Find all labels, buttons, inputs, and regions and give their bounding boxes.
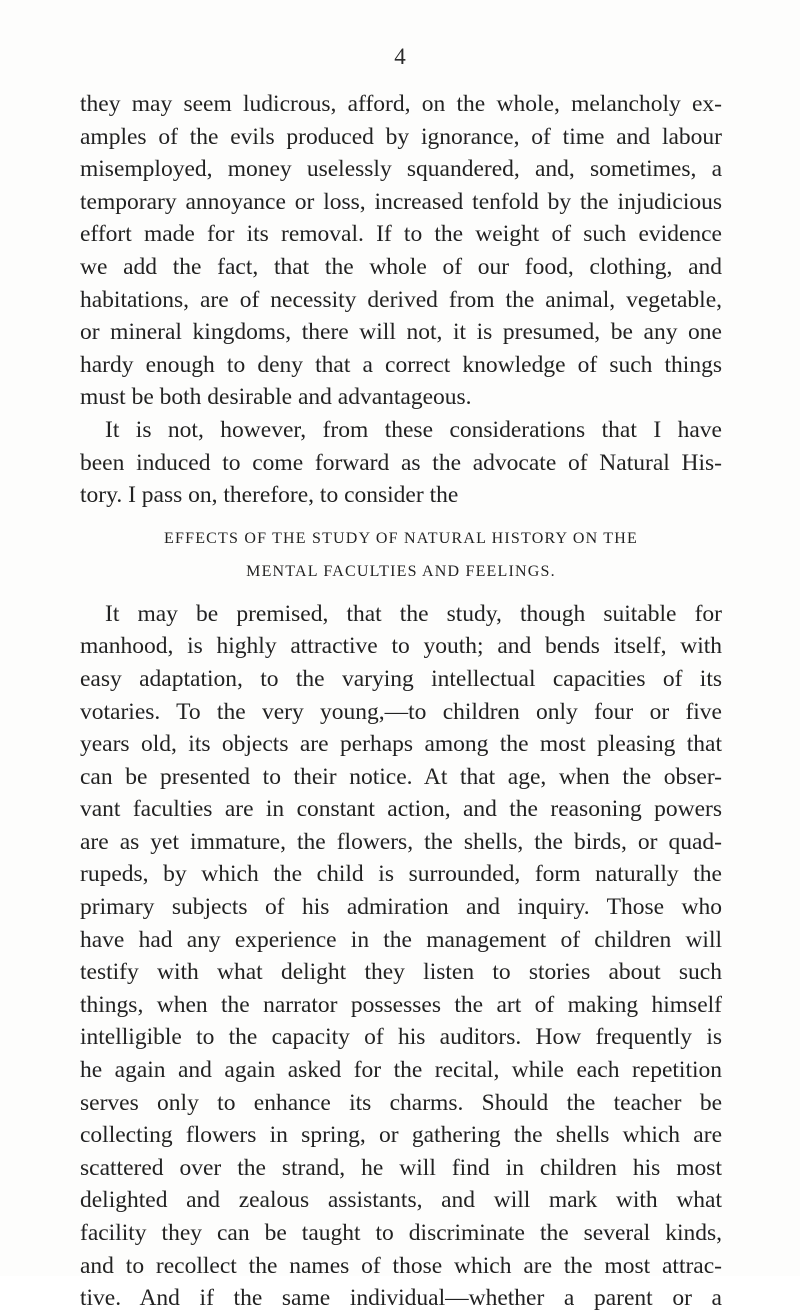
- paragraph-1: [80, 88, 722, 414]
- heading-line: MENTAL FACULTIES AND FEELINGS.: [246, 562, 556, 580]
- text-line: collecting flowers in spring, or gathering the shells which are: [80, 1122, 722, 1149]
- text-line: been induced to come forward as the advocate of Natural His-: [80, 449, 722, 476]
- text-line: things, when the narrator possesses the art of making himself: [80, 991, 722, 1018]
- text-line: effort made for its removal. If to the weight of such evidence: [80, 221, 722, 248]
- text-line: amples of the evils produced by ignorance, of time and labour: [80, 123, 722, 150]
- text-line: have had any experience in the management of children will: [80, 926, 722, 953]
- text-line: primary subjects of his admiration and inquiry. Those who: [80, 894, 722, 921]
- text-line: easy adaptation, to the varying intellectual capacities of its: [80, 665, 722, 692]
- text-line: rupeds, by which the child is surrounded, form naturally the: [80, 861, 722, 888]
- text-line: serves only to enhance its charms. Should the teacher be: [80, 1089, 722, 1116]
- body-text: [80, 88, 722, 1315]
- page-number: 4: [394, 44, 406, 69]
- section-heading: [80, 522, 722, 588]
- heading-line: EFFECTS OF THE STUDY OF NATURAL HISTORY ON THE: [164, 529, 638, 547]
- text-line: must be both desirable and advantageous.: [80, 384, 472, 411]
- text-line: temporary annoyance or loss, increased tenfold by the injudicious: [80, 188, 722, 215]
- text-line: tory. I pass on, therefore, to consider the: [80, 482, 459, 509]
- text-line: hardy enough to deny that a correct knowledge of such things: [80, 351, 722, 378]
- text-line: and to recollect the names of those which are the most attrac-: [80, 1252, 722, 1279]
- paragraph-2: [80, 414, 722, 512]
- paragraph-3: [80, 598, 722, 1315]
- text-line: years old, its objects are perhaps among the most pleasing that: [80, 731, 722, 758]
- text-line: intelligible to the capacity of his auditors. How frequently is: [80, 1024, 722, 1051]
- text-line: manhood, is highly attractive to youth; and bends itself, with: [80, 633, 722, 660]
- text-line: facility they can be taught to discriminate the several kinds,: [80, 1220, 722, 1246]
- text-line: vant faculties are in constant action, and the reasoning powers: [80, 796, 722, 823]
- text-line: testify with what delight they listen to stories about such: [80, 959, 722, 986]
- text-line: misemployed, money uselessly squandered, and, sometimes, a: [80, 156, 722, 183]
- text-line: or mineral kingdoms, there will not, it is presumed, be any one: [80, 319, 722, 346]
- text-line: can be presented to their notice. At that age, when the obser-: [80, 763, 722, 790]
- text-line: he again and again asked for the recital, while each repetition: [80, 1057, 722, 1084]
- text-line: they may seem ludicrous, afford, on the whole, melancholy ex-: [80, 91, 722, 117]
- text-line: we add the fact, that the whole of our food, clothing, and: [80, 253, 722, 280]
- text-line: tive. And if the same individual—whether a parent or a: [80, 1285, 722, 1312]
- text-line: habitations, are of necessity derived from the animal, vegetable,: [80, 286, 722, 313]
- text-line: votaries. To the very young,—to children only four or five: [80, 698, 722, 725]
- text-line: scattered over the strand, he will find in children his most: [80, 1154, 722, 1181]
- text-line: delighted and zealous assistants, and will mark with what: [80, 1187, 722, 1214]
- text-line: are as yet immature, the flowers, the shells, the birds, or quad-: [80, 828, 722, 855]
- text-line: It may be premised, that the study, though suitable for: [105, 600, 722, 627]
- text-line: It is not, however, from these considerations that I have: [105, 416, 722, 443]
